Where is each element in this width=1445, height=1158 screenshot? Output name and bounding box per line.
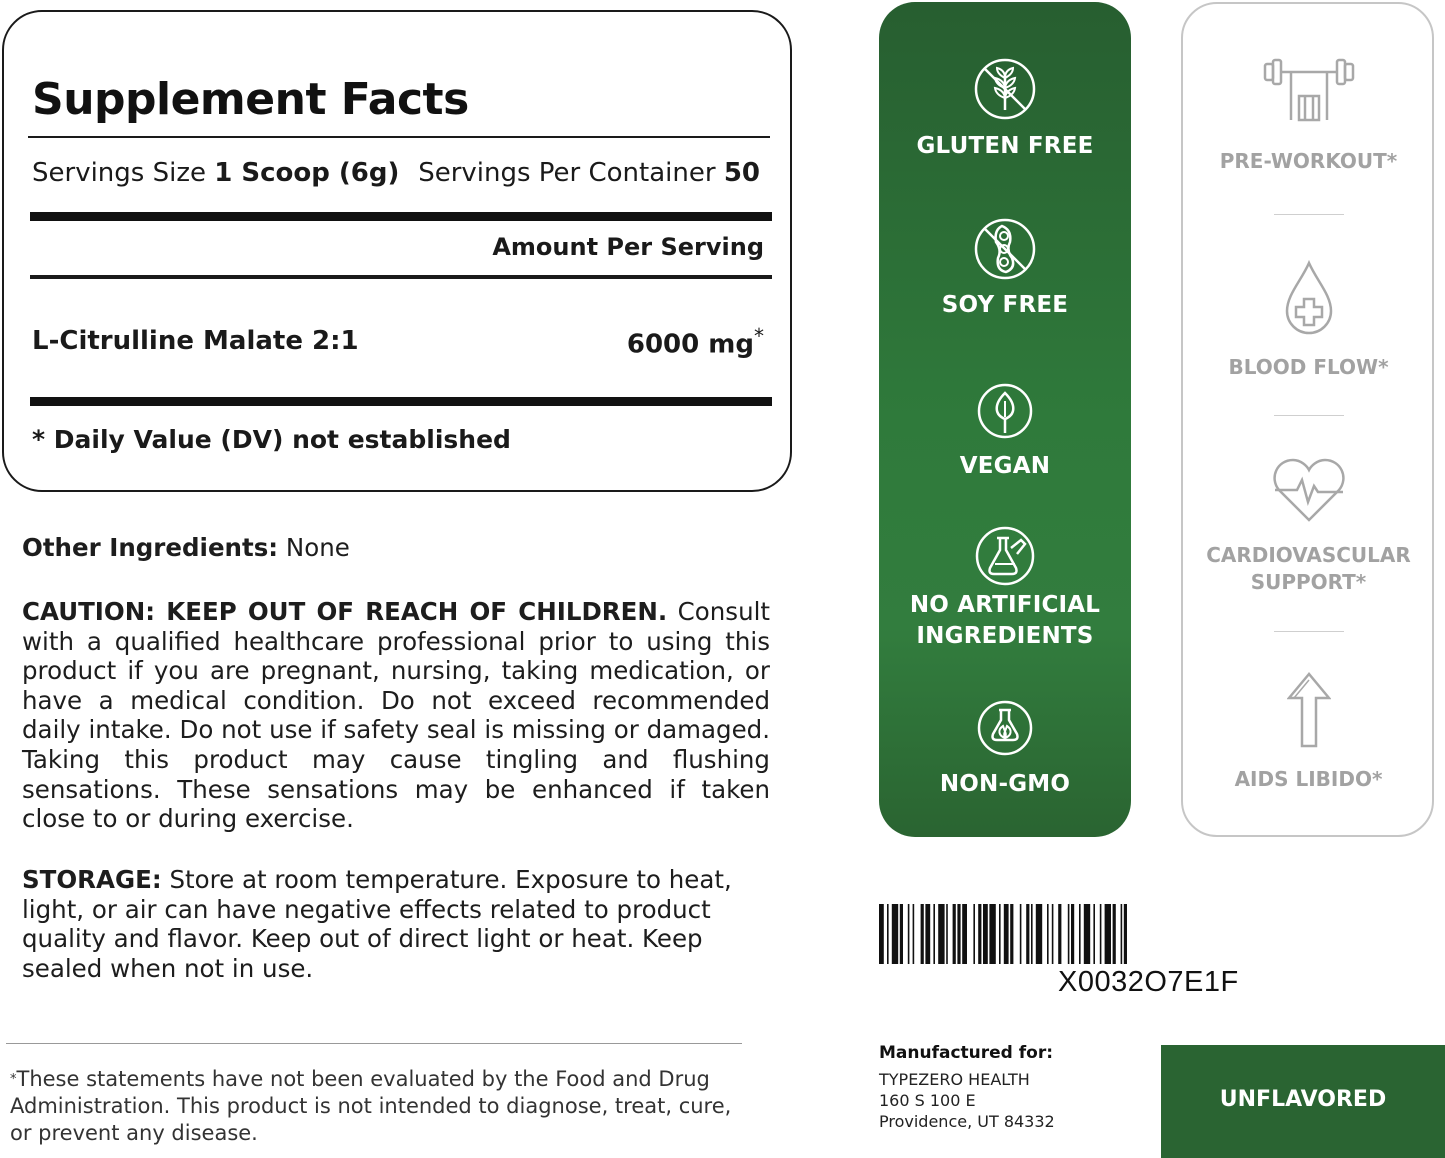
barcode-bar (1010, 904, 1013, 964)
other-ingredients (22, 533, 772, 563)
barbell-icon (1261, 54, 1357, 126)
leaf-icon (975, 381, 1035, 441)
flask-dropper-icon (973, 524, 1037, 588)
badge-label: GLUTEN FREE (916, 133, 1094, 159)
storage-paragraph (22, 865, 762, 983)
barcode-bar (1058, 904, 1061, 964)
benefit-label-line2: SUPPORT* (1250, 570, 1367, 594)
barcode-bar (1036, 904, 1042, 964)
barcode-bar (1004, 904, 1009, 964)
dietary-badges-column (879, 2, 1131, 837)
benefit-cardiovascular-support (1183, 456, 1434, 596)
barcode-bar (933, 904, 935, 964)
facts-thick-rule (30, 212, 772, 221)
barcode-bar (908, 904, 910, 964)
arrow-up-icon (1287, 672, 1331, 748)
wheat-crossed-icon (972, 56, 1038, 122)
barcode-bar (957, 904, 960, 964)
barcode-bar (973, 904, 975, 964)
caution-paragraph (22, 597, 770, 834)
barcode-bar (1020, 904, 1022, 964)
soybean-crossed-icon (972, 216, 1038, 282)
ingredient-amount (627, 324, 764, 360)
serving-size-label: Servings Size (32, 158, 215, 188)
barcode-bar (1052, 904, 1054, 964)
benefit-label: PRE-WORKOUT* (1219, 149, 1398, 173)
badge-label-line2: INGREDIENTS (916, 623, 1094, 649)
benefit-label: BLOOD FLOW* (1228, 355, 1389, 379)
badge-label: VEGAN (959, 453, 1051, 479)
badge-label: NO ARTIFICIAL (909, 592, 1101, 618)
benefit-divider (1274, 415, 1344, 416)
servings-per-container-value: 50 (723, 158, 760, 188)
manufacturer-city: Providence, UT 84332 (879, 1112, 1055, 1131)
benefit-aids-libido (1183, 672, 1434, 793)
heart-pulse-icon (1271, 456, 1347, 524)
barcode-bar (892, 904, 898, 964)
benefit-label: AIDS LIBIDO* (1234, 767, 1383, 791)
dv-note: * Daily Value (DV) not established (32, 425, 511, 454)
barcode-bar (1068, 904, 1070, 964)
manufacturer-name: TYPEZERO HEALTH (879, 1070, 1030, 1089)
barcode-bar (1121, 904, 1123, 964)
barcode-bar (946, 904, 948, 964)
ingredient-amount-value: 6000 mg (626, 329, 754, 360)
facts-rule (30, 275, 772, 279)
benefit-label: CARDIOVASCULAR (1206, 543, 1411, 567)
benefits-column (1181, 2, 1434, 837)
barcode-bar (1100, 904, 1102, 964)
servings-per-container (418, 158, 760, 188)
barcode-bar (900, 904, 903, 964)
flask-leaf-icon (975, 698, 1035, 758)
disclaimer-text: These statements have not been evaluated by the Food and Drug Administration. This product is not intended to diagnose, treat, cure, or prevent any disease. (10, 1067, 732, 1145)
benefit-pre-workout (1183, 54, 1434, 175)
barcode-bar (1093, 904, 1095, 964)
barcode-bar (962, 904, 967, 964)
facts-thick-rule-bottom (30, 397, 772, 406)
disclaimer-asterisk: * (10, 1072, 17, 1087)
benefit-blood-flow (1183, 259, 1434, 381)
supplement-facts-panel (2, 10, 792, 492)
flavor-tag (1161, 1045, 1445, 1158)
barcode-bar (879, 904, 884, 964)
ingredient-asterisk: * (754, 324, 764, 348)
badge-soy-free (879, 216, 1131, 321)
servings-per-container-label: Servings Per Container (418, 158, 724, 188)
benefit-divider (1274, 214, 1344, 215)
barcode (879, 904, 1359, 964)
barcode-bar (1026, 904, 1029, 964)
barcode-bar (925, 904, 930, 964)
barcode-bar (887, 904, 889, 964)
caution-text: Consult with a qualified healthcare professional prior to using this product if you are pregnant, nursing, taking medication, or have a medical condition. Do not exceed recommended daily intake. Do not use if safety seal is missing or damaged. Taking this product may cause tingling and flushing sensations. These sensations may be enhanced if taken close to or during exercise. (22, 597, 771, 834)
benefit-divider (1274, 631, 1344, 632)
storage-label: STORAGE: (22, 865, 162, 894)
barcode-bar (1105, 904, 1111, 964)
ingredient-name: L-Citrulline Malate 2:1 (32, 326, 359, 356)
amount-per-serving: Amount Per Serving (492, 233, 764, 261)
badge-vegan (879, 381, 1131, 482)
badge-label: NON-GMO (939, 771, 1071, 797)
barcode-bar (1071, 904, 1074, 964)
caution-label: CAUTION: KEEP OUT OF REACH OF CHILDREN. (22, 597, 668, 626)
manufacturer-street: 160 S 100 E (879, 1091, 976, 1110)
badge-gluten-free (879, 56, 1131, 162)
barcode-bar (989, 904, 995, 964)
barcode-number: X0032O7E1F (1058, 966, 1239, 998)
barcode-bar (1084, 904, 1090, 964)
footnote-divider (6, 1043, 742, 1044)
barcode-bar (913, 904, 915, 964)
storage-text: Store at room temperature. Exposure to heat, light, or air can have negative effects related to product quality and flavor. Keep out of direct light or heat. Keep sealed when not in use. (22, 865, 732, 983)
badge-label: SOY FREE (941, 292, 1069, 318)
barcode-bar (1113, 904, 1116, 964)
flavor-label: UNFLAVORED (1219, 1087, 1387, 1112)
other-ingredients-label: Other Ingredients: (22, 533, 279, 562)
facts-title: Supplement Facts (32, 74, 469, 125)
serving-size-value: 1 Scoop (6g) (214, 158, 400, 188)
barcode-bar (999, 904, 1001, 964)
facts-divider (28, 136, 770, 138)
other-ingredients-value: None (278, 533, 350, 562)
badge-non-gmo (879, 698, 1131, 800)
barcode-bar (1079, 904, 1081, 964)
barcode-bar (938, 904, 944, 964)
barcode-bar (1124, 904, 1127, 964)
badge-no-artificial-ingredients (879, 524, 1131, 652)
barcode-bar (1031, 904, 1033, 964)
blood-drop-cross-icon (1279, 259, 1339, 339)
serving-size (32, 158, 399, 188)
barcode-bar (978, 904, 981, 964)
fda-disclaimer (10, 1066, 750, 1147)
barcode-bar (983, 904, 988, 964)
barcode-bar (953, 904, 956, 964)
manufacturer-title: Manufactured for: (879, 1043, 1054, 1063)
barcode-bar (1047, 904, 1049, 964)
barcode-bar (921, 904, 924, 964)
